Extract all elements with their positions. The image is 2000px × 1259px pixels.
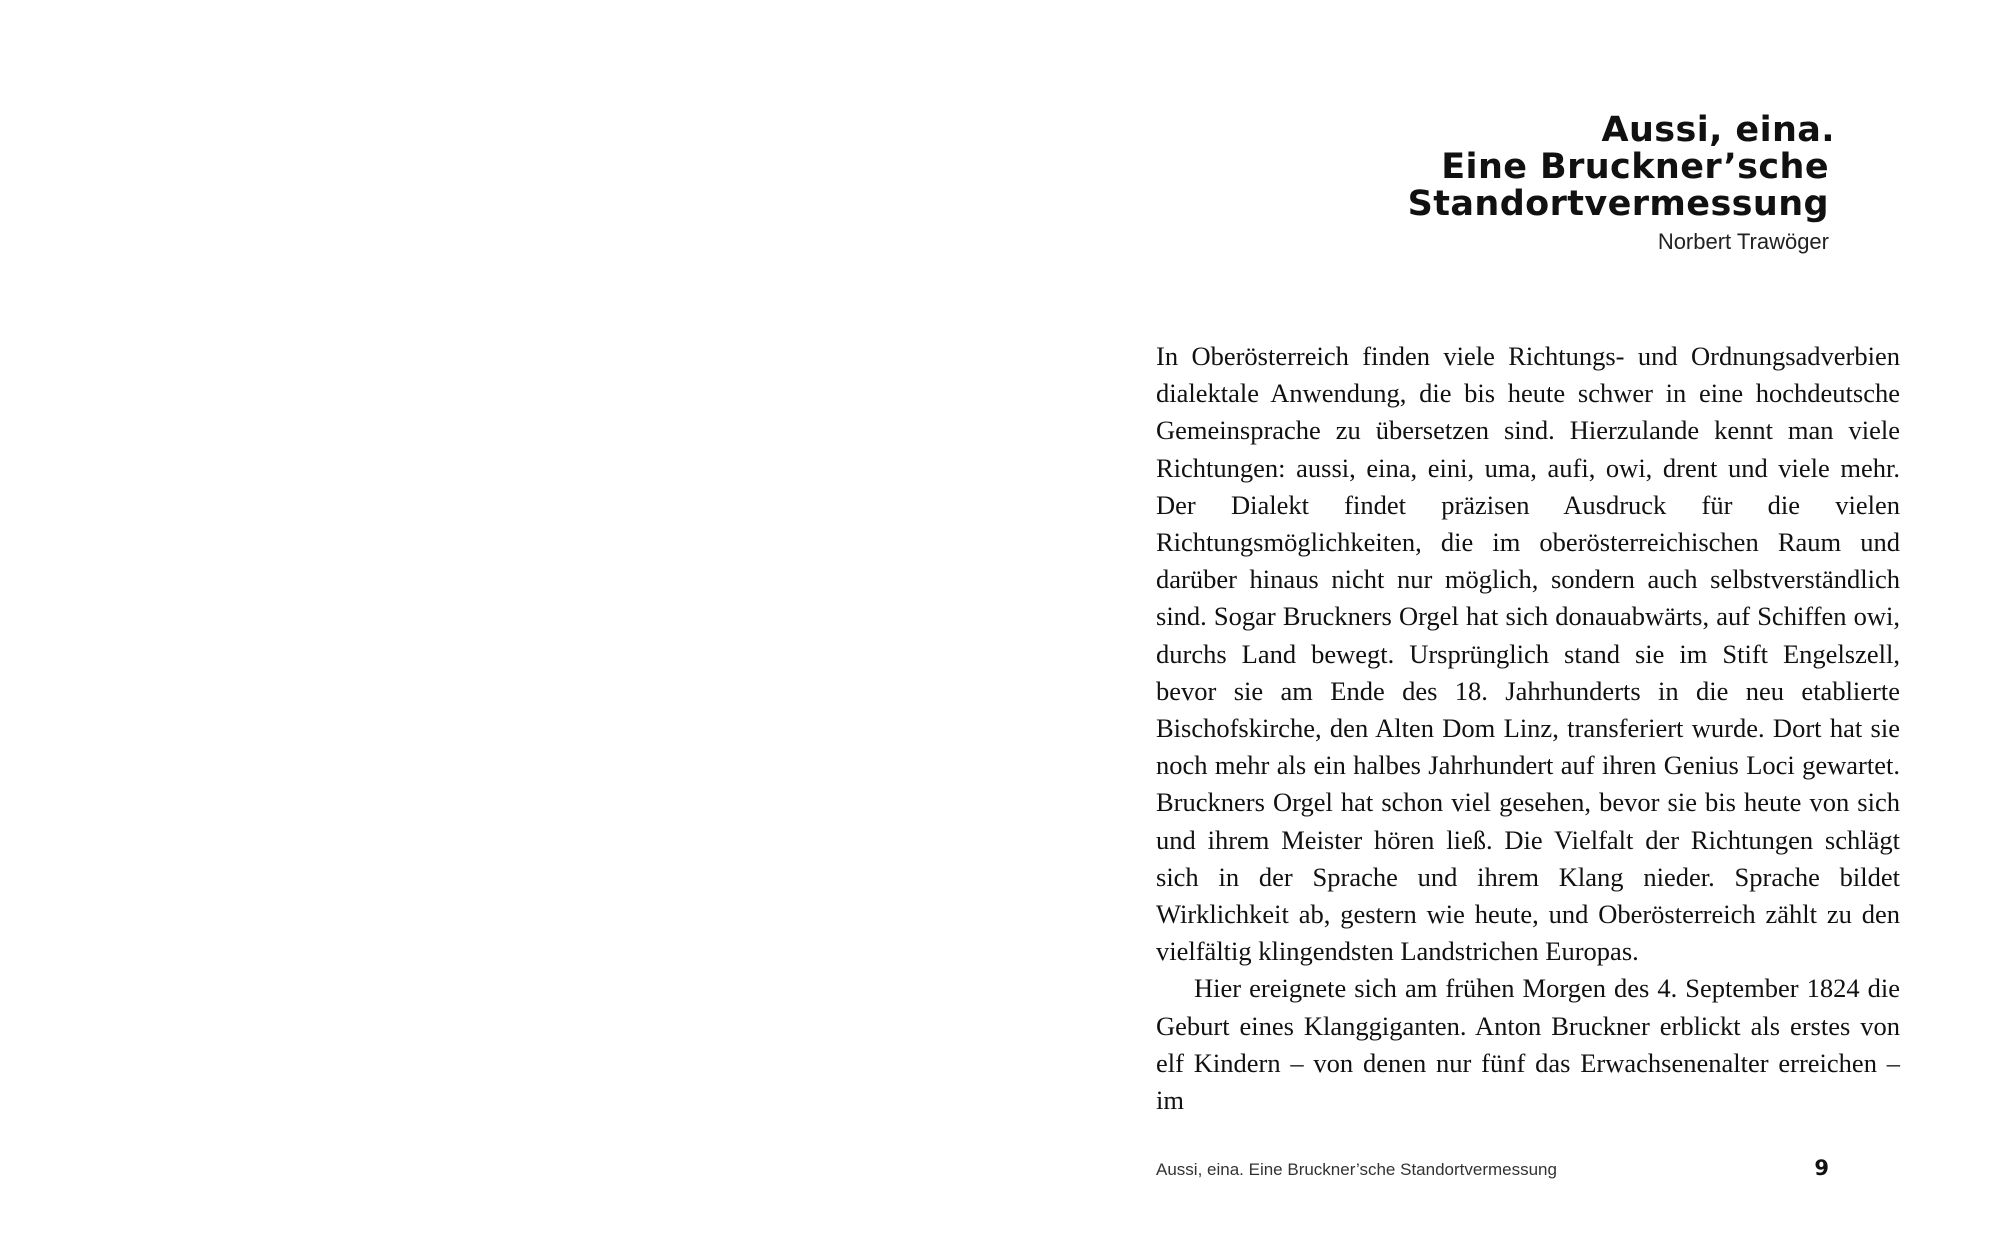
right-page bbox=[1000, 0, 2000, 1259]
chapter-title-line: Eine Bruckner’sche bbox=[1441, 147, 1829, 187]
chapter-author: Norbert Trawöger bbox=[1657, 229, 1829, 254]
running-footer-title: Aussi, eina. Eine Bruckner’sche Standortvermessung bbox=[1156, 1160, 1557, 1179]
body-text bbox=[1156, 338, 1900, 1119]
chapter-title-line: Aussi, eina. bbox=[1601, 110, 1835, 150]
chapter-title bbox=[1407, 110, 1835, 224]
chapter-title-line: Standortvermessung bbox=[1407, 184, 1829, 224]
page-number: 9 bbox=[1814, 1156, 1829, 1180]
body-paragraph: Hier ereignete sich am frühen Morgen des 4. September 1824 die Geburt eines Klanggiganten. Anton Bruckner erblickt als erstes von elf Kindern – von denen nur fünf das Erwachsenenalter erreichen – im bbox=[1156, 973, 1900, 1116]
body-paragraph: In Oberösterreich finden viele Richtungs- und Ordnungsadverbien dialektale Anwendung, die bis heute schwer in eine hochdeutsche Gemeinsprache zu übersetzen sind. Hierzulande kennt man viele Richtungen: aussi, eina, eini, uma, aufi, owi, drent und viele mehr. Der Dialekt findet präzisen Ausdruck für die vielen Richtungsmöglichkeiten, die im oberösterreichischen Raum und darüber hinaus nicht nur möglich, sondern auch selbstverständlich sind. Sogar Bruckners Orgel hat sich donauabwärts, auf Schiffen owi, durchs Land bewegt. Ursprünglich stand sie im Stift Engelszell, bevor sie am Ende des 18. Jahrhunderts in die neu etablierte Bischofskirche, den Alten Dom Linz, transferiert wurde. Dort hat sie noch mehr als ein halbes Jahrhundert auf ihren Genius Loci gewartet. Bruckners Orgel hat schon viel gesehen, bevor sie bis heute von sich und ihrem Meister hören ließ. Die Vielfalt der Richtungen schlägt sich in der Sprache und ihrem Klang nieder. Sprache bildet Wirklichkeit ab, gestern wie heute, und Oberösterreich zählt zu den vielfältig klingendsten Landstrichen Europas. bbox=[1156, 341, 1900, 967]
